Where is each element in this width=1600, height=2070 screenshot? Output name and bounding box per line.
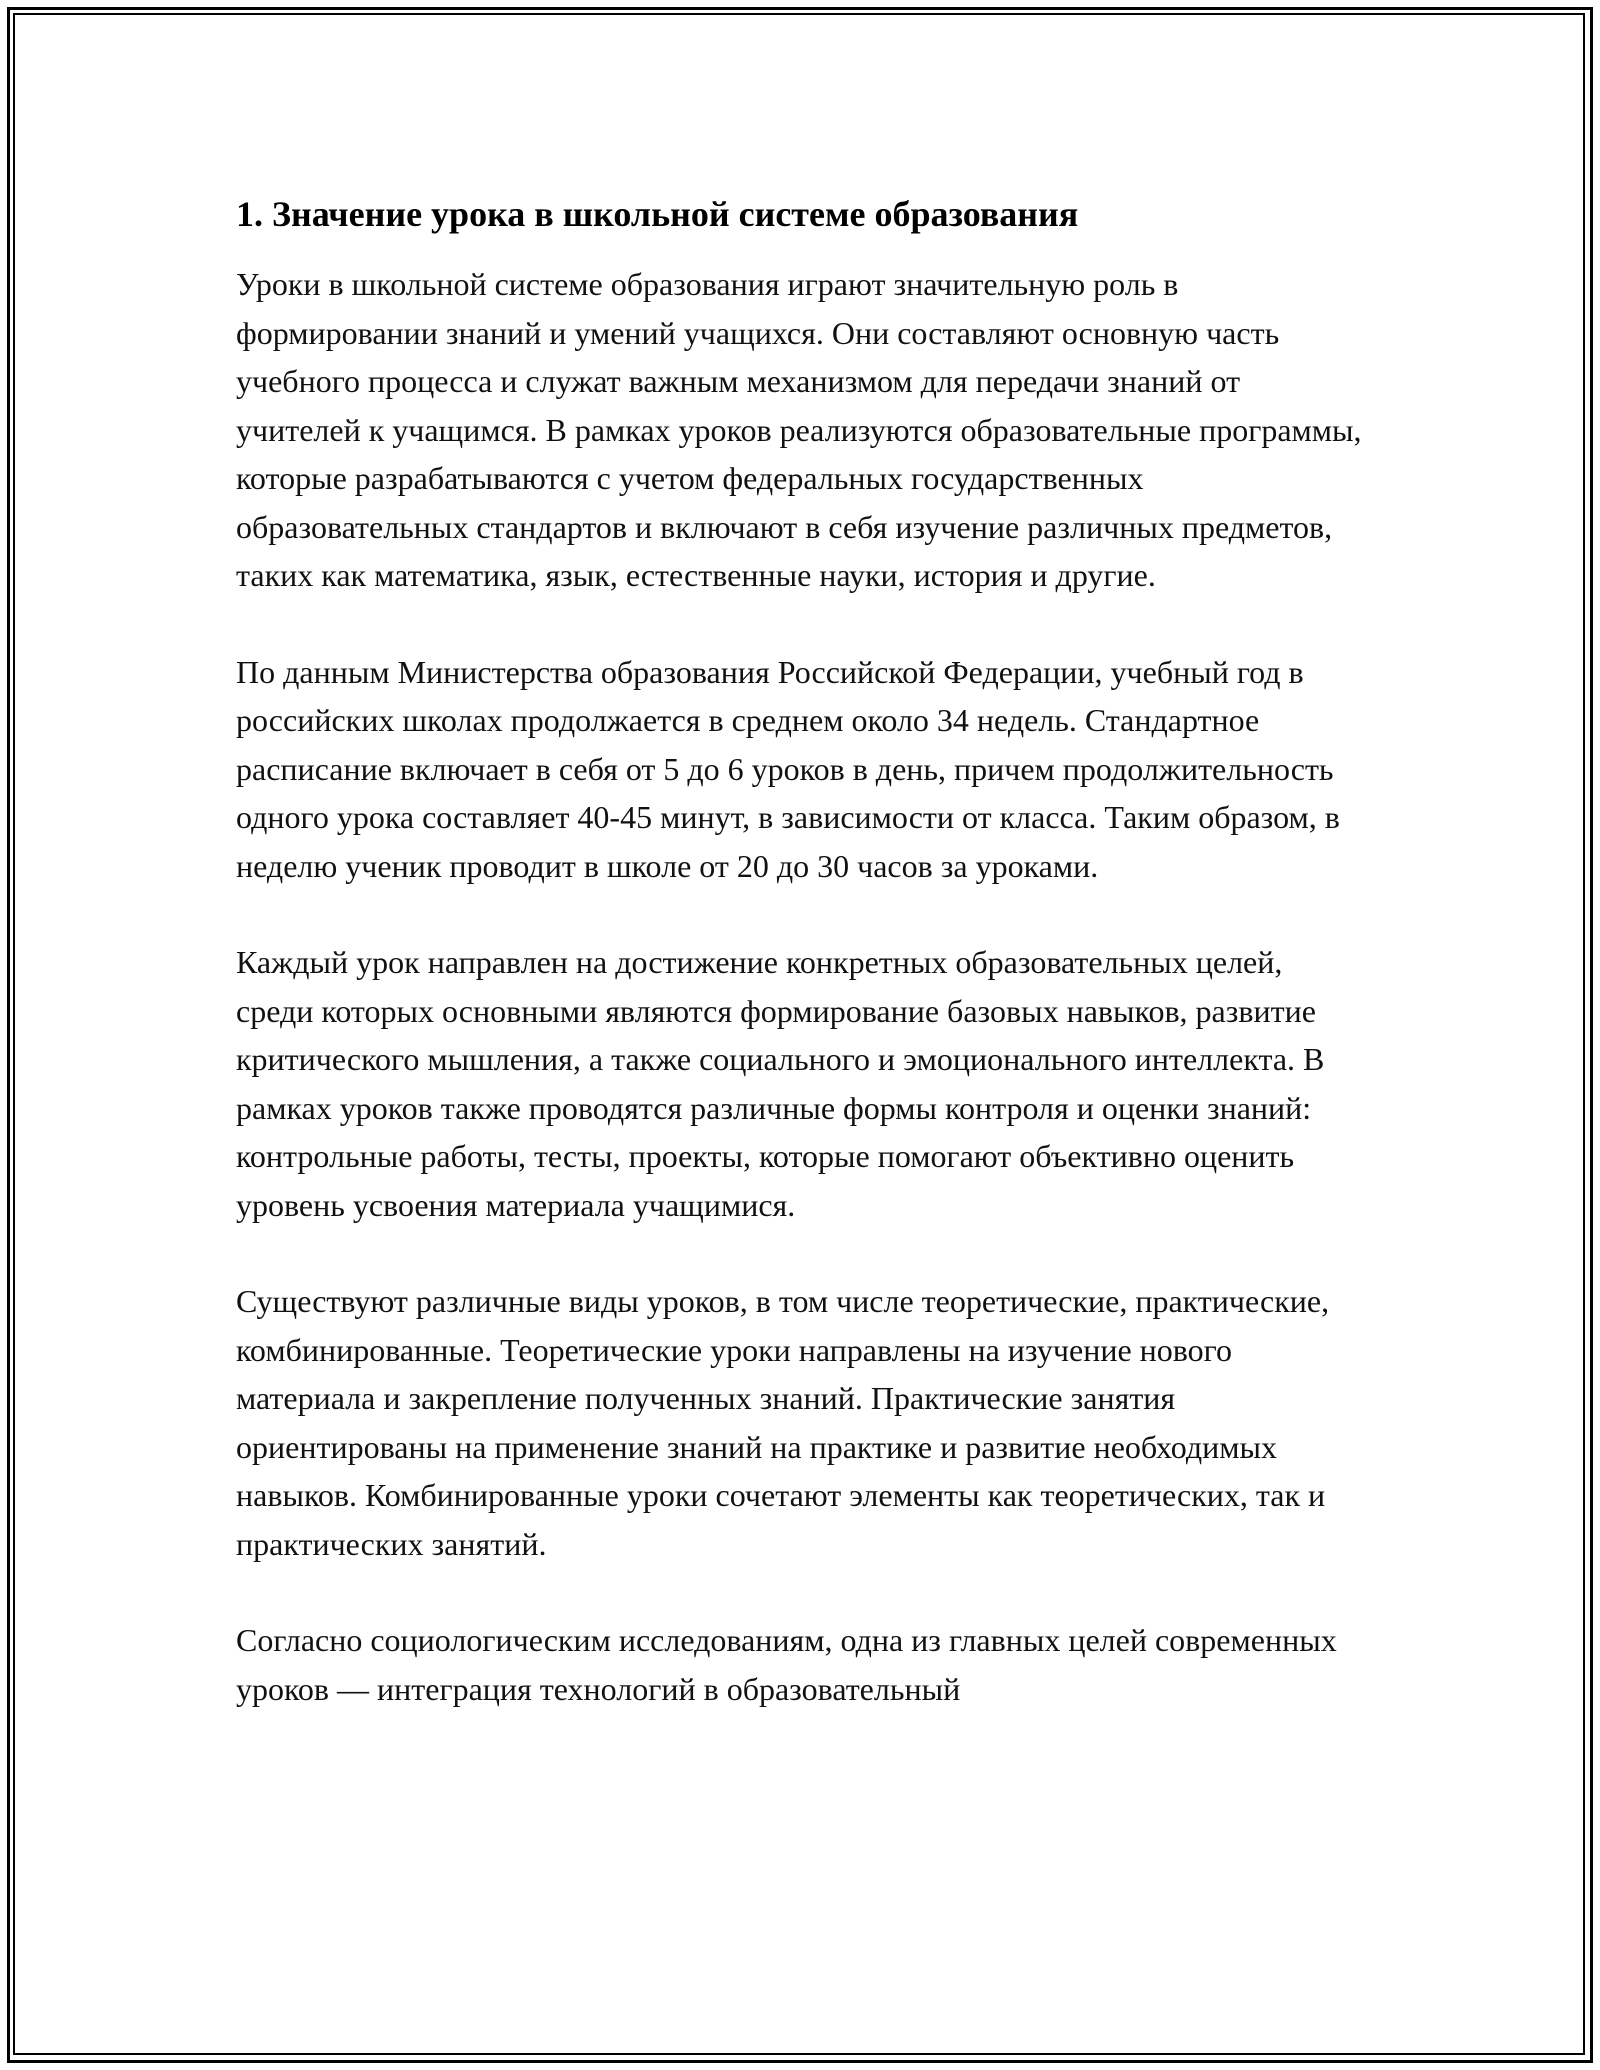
paragraph-technology-integration: Согласно социологическим исследованиям, одна из главных целей современных уроков — интеграция технологий в образовательный [236, 1622, 1337, 1707]
document-body [236, 190, 1366, 1713]
paragraph-ministry-data: По данным Министерства образования Российской Федерации, учебный год в российских школах продолжается в среднем около 34 недель. Стандартное расписание включает в себя от 5 до 6 уроков в день, причем продолжительность одного урока составляет 40-45 минут, в зависимости от класса. Таким образом, в неделю ученик проводит в школе от 20 до 30 часов за уроками. [236, 653, 1340, 884]
paragraph-lesson-goals: Каждый урок направлен на достижение конкретных образовательных целей, среди которых основными являются формирование базовых навыков, развитие критического мышления, а также социального и эмоционального интеллекта. В рамках уроков также проводятся различные формы контроля и оценки знаний: контрольные работы, тесты, проекты, которые помогают объективно оценить уровень усвоения материала учащимися. [236, 944, 1325, 1223]
paragraph-lessons-role: Уроки в школьной системе образования играют значительную роль в формировании знаний и умений учащихся. Они составляют основную часть учебного процесса и служат важным механизмом для передачи знаний от учителей к учащимся. В рамках уроков реализуются образовательные программы, которые разрабатываются с учетом федеральных государственных образовательных стандартов и включают в себя изучение различных предметов, таких как математика, язык, естественные науки, история и другие. [236, 266, 1362, 593]
section-heading: 1. Значение урока в школьной системе образования [236, 194, 1079, 234]
paragraph-lesson-types: Существуют различные виды уроков, в том числе теоретические, практические, комбинированные. Теоретические уроки направлены на изучение нового материала и закрепление полученных знаний. Практические занятия ориентированы на применение знаний на практике и развитие необходимых навыков. Комбинированные уроки сочетают элементы как теоретических, так и практических занятий. [236, 1283, 1330, 1562]
